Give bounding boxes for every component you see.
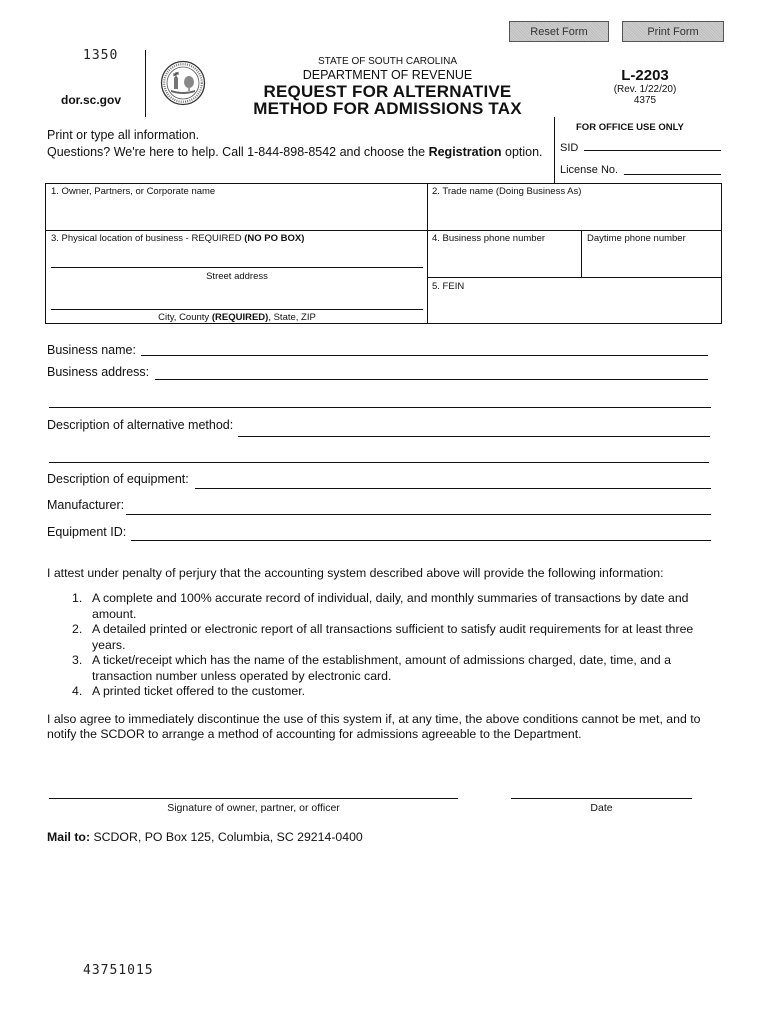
license-label: License No. [560, 164, 619, 176]
location-label-bold: (NO PO BOX) [244, 233, 305, 244]
mail-to-label: Mail to: [47, 830, 91, 844]
attest-item-number: 4. [72, 684, 83, 698]
mail-to-address: SCDOR, PO Box 125, Columbia, SC 29214-0400 [90, 830, 363, 844]
manufacturer-label: Manufacturer: [47, 498, 125, 512]
description-method-line [238, 436, 710, 437]
city-label-text: City, County [158, 312, 212, 323]
sid-field-line [584, 150, 721, 151]
office-use-divider [554, 117, 555, 183]
fein-label: 5. FEIN [432, 281, 465, 292]
signature-input[interactable] [50, 781, 455, 797]
business-name-line [141, 355, 708, 356]
attest-item-number: 2. [72, 622, 83, 636]
description-equipment-input[interactable] [196, 472, 710, 488]
street-address-label: Street address [206, 271, 268, 282]
state-seal-icon [160, 60, 206, 106]
department-label: DEPARTMENT OF REVENUE [302, 68, 473, 82]
attest-item-text: A detailed printed or electronic report of all transactions sufficient to satisfy audit requirements for at least three years. [92, 622, 694, 652]
trade-name-input[interactable] [432, 204, 716, 224]
attest-item [47, 684, 717, 700]
attest-intro: I attest under penalty of perjury that the accounting system described above will provide the following information: [47, 566, 664, 580]
fein-input[interactable] [432, 298, 716, 318]
attest-item-text: A complete and 100% accurate record of individual, daily, and monthly summaries of transactions by date and amount. [92, 591, 689, 621]
attest-item [47, 591, 717, 622]
street-address-line [51, 267, 423, 268]
attest-list [47, 591, 717, 700]
business-address-input[interactable] [156, 362, 707, 378]
header-divider [145, 50, 146, 117]
help-text-bold: Registration [428, 145, 502, 159]
form-title-line2: METHOD FOR ADMISSIONS TAX [253, 99, 522, 118]
date-label: Date [590, 802, 613, 814]
city-county-line [51, 309, 423, 310]
signature-label: Signature of owner, partner, or officer [167, 802, 340, 814]
office-use-title: FOR OFFICE USE ONLY [576, 122, 684, 133]
daytime-phone-input[interactable] [587, 252, 717, 272]
description-equipment-label: Description of equipment: [47, 472, 189, 486]
help-line [47, 145, 543, 159]
form-code: 4375 [633, 95, 657, 106]
attest-item-number: 1. [72, 591, 83, 605]
signature-line [49, 798, 458, 799]
daytime-phone-label: Daytime phone number [587, 233, 686, 244]
description-equipment-line [195, 488, 711, 489]
grid-vline [427, 183, 428, 324]
description-method-input[interactable] [239, 420, 709, 436]
date-input[interactable] [512, 781, 690, 797]
equipment-id-line [131, 540, 711, 541]
city-label-bold: (REQUIRED) [211, 312, 269, 323]
attest-item [47, 653, 717, 684]
form-code-top: 1350 [83, 48, 119, 63]
location-label-text: 3. Physical location of business - REQUIRED [51, 233, 245, 244]
mail-to-line [47, 830, 363, 844]
attest-item-text: A printed ticket offered to the customer. [92, 684, 306, 698]
street-address-input[interactable] [51, 249, 421, 267]
business-address-label: Business address: [47, 365, 150, 379]
description-method-label: Description of alternative method: [47, 418, 234, 432]
help-text: Questions? We're here to help. Call 1-844-898-8542 and choose the [47, 145, 429, 159]
grid-hline-fein [427, 277, 722, 278]
help-text-end: option. [501, 145, 543, 159]
city-label-end: , State, ZIP [268, 312, 316, 323]
description-method-line-2 [49, 462, 709, 463]
sid-label: SID [560, 142, 579, 154]
business-phone-input[interactable] [432, 252, 576, 272]
city-county-label [51, 312, 423, 323]
date-line [511, 798, 692, 799]
form-number: L-2203 [621, 67, 669, 84]
grid-hline [45, 230, 722, 231]
business-name-label: Business name: [47, 343, 136, 357]
form-title-line1: REQUEST FOR ALTERNATIVE [263, 82, 512, 101]
footer-form-code: 43751015 [83, 963, 154, 978]
business-address-input-2[interactable] [50, 391, 710, 407]
attest-item [47, 622, 717, 653]
attest-item-number: 3. [72, 653, 83, 667]
location-label [51, 233, 304, 244]
grid-vline-phone [581, 230, 582, 278]
owner-name-label: 1. Owner, Partners, or Corporate name [51, 186, 216, 197]
trade-name-label: 2. Trade name (Doing Business As) [432, 186, 582, 197]
business-address-line [155, 379, 708, 380]
equipment-id-input[interactable] [132, 524, 710, 540]
business-phone-label: 4. Business phone number [432, 233, 546, 244]
equipment-id-label: Equipment ID: [47, 525, 127, 539]
business-name-input[interactable] [142, 339, 707, 355]
license-field-line [624, 174, 721, 175]
reset-form-button[interactable]: Reset Form [509, 21, 609, 42]
state-label: STATE OF SOUTH CAROLINA [317, 56, 458, 67]
agreement-text: I also agree to immediately discontinue the use of this system if, at any time, the above conditions cannot be met, and to notify the SCDOR to arrange a method of accounting for admissions agreeable to the Department. [47, 712, 701, 741]
description-method-input-2[interactable] [50, 446, 708, 462]
revision-date: (Rev. 1/22/20) [613, 84, 677, 95]
owner-name-input[interactable] [51, 204, 421, 224]
instruction-line: Print or type all information. [47, 128, 200, 142]
city-county-input[interactable] [51, 291, 421, 309]
manufacturer-input[interactable] [127, 498, 710, 514]
website-label: dor.sc.gov [61, 93, 122, 107]
manufacturer-line [126, 514, 711, 515]
attest-item-text: A ticket/receipt which has the name of the establishment, amount of admissions charged, date, time, and a transaction number unless operated by electronic card. [92, 653, 671, 683]
business-address-line-2 [49, 407, 711, 408]
print-form-button[interactable]: Print Form [622, 21, 724, 42]
